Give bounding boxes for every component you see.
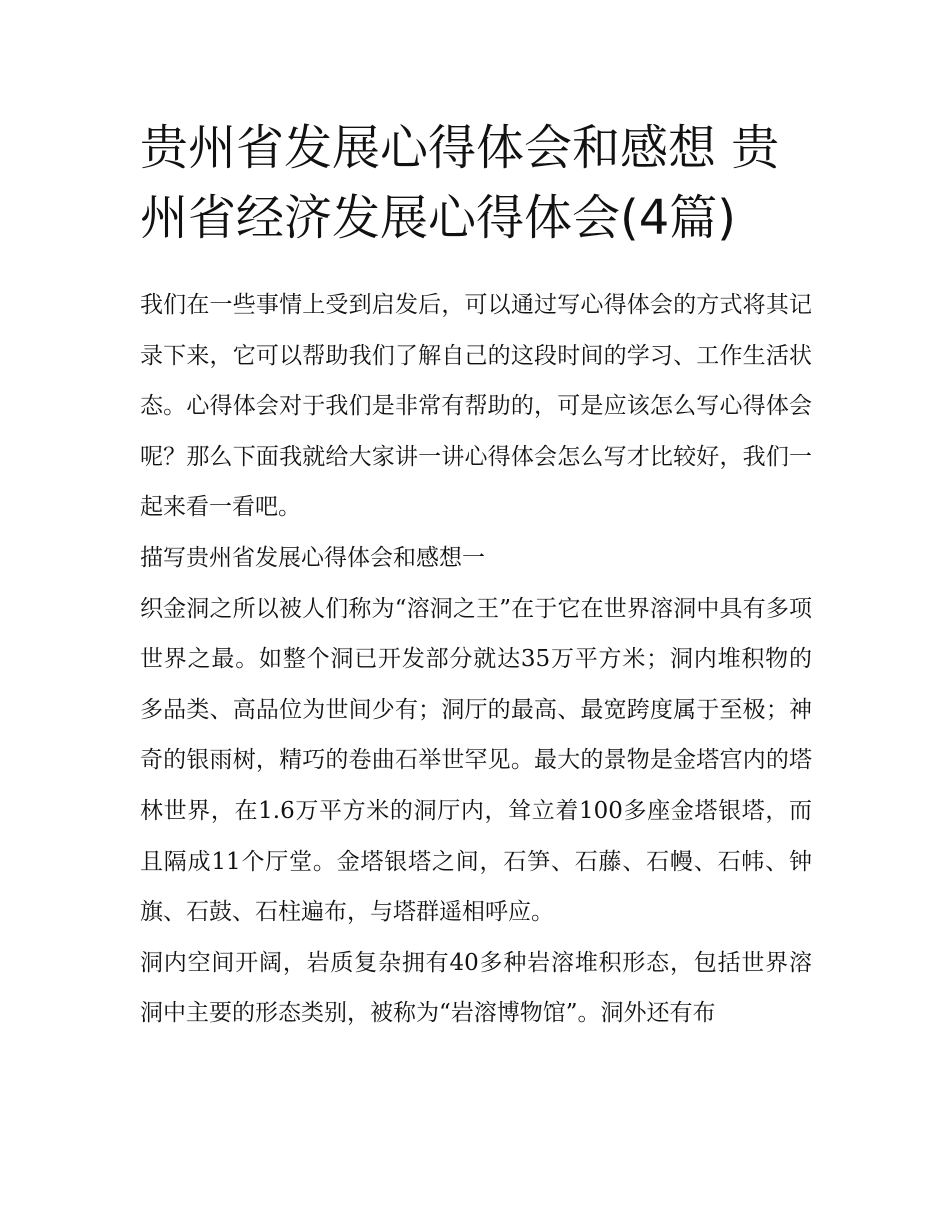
body-paragraph: 织金洞之所以被人们称为“溶洞之王”在于它在世界溶洞中具有多项世界之最。如整个洞已开发部分就达35万平方米；洞内堆积物的多品类、高品位为世间少有；洞厅的最高、最宽跨度属于至极；神奇的银雨树，精巧的卷曲石举世罕见。最大的景物是金塔宫内的塔林世界，在1.6万平方米的洞厅内，耸立着100多座金塔银塔，而且隔成11个厅堂。金塔银塔之间，石笋、石藤、石幔、石帏、钟旗、石鼓、石柱遍布，与塔群遥相呼应。 bbox=[140, 595, 812, 926]
section-heading: 描写贵州省发展心得体会和感想一 bbox=[140, 544, 485, 571]
document-title: 贵州省发展心得体会和感想 贵州省经济发展心得体会(4篇) bbox=[140, 120, 780, 246]
intro-paragraph: 我们在一些事情上受到启发后，可以通过写心得体会的方式将其记录下来，它可以帮助我们了解自己的这段时间的学习、工作生活状态。心得体会对于我们是非常有帮助的，可是应该怎么写心得体会呢？那么下面我就给大家讲一讲心得体会怎么写才比较好，我们一起来看一看吧。 bbox=[140, 292, 812, 521]
body-paragraph: 洞内空间开阔，岩质复杂拥有40多种岩溶堆积形态，包括世界溶洞中主要的形态类别，被称为“岩溶博物馆”。洞外还有布 bbox=[140, 949, 812, 1027]
document-body bbox=[140, 280, 812, 1039]
